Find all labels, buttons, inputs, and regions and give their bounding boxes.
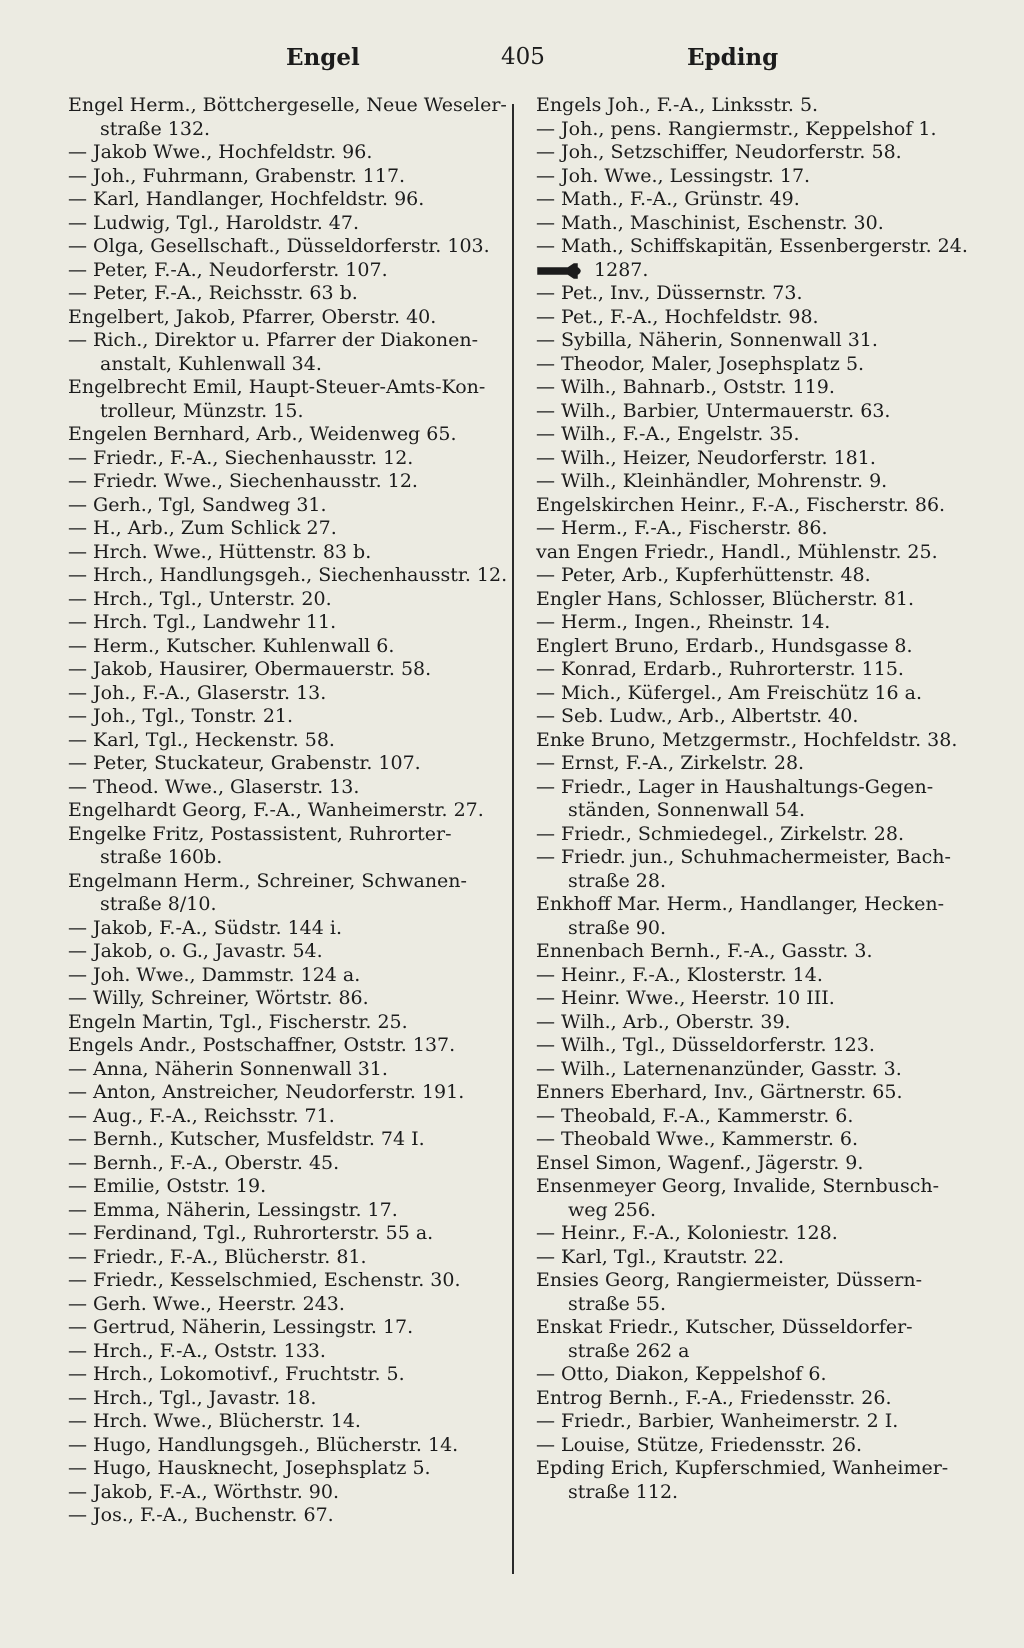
directory-entry [68, 564, 508, 588]
directory-entry [536, 987, 976, 1011]
entry-line: — Peter, F.-A., Neudorferstr. 107. [68, 258, 388, 281]
entry-line: — Math., Schiffskapitän, Essenbergerstr. 24. [536, 235, 968, 257]
directory-entry [536, 1457, 976, 1504]
directory-entry [68, 705, 508, 729]
directory-entry [536, 235, 976, 259]
directory-entry [68, 470, 508, 494]
entry-line: — Hugo, Hausknecht, Josephsplatz 5. [68, 1457, 431, 1479]
directory-entry [68, 823, 508, 870]
directory-entry [68, 1363, 508, 1387]
entry-line: — Gerh. Wwe., Heerstr. 243. [68, 1292, 345, 1315]
directory-entry [68, 1152, 508, 1176]
entry-line: — Joh., Fuhrmann, Grabenstr. 117. [68, 164, 406, 187]
entry-line: — Karl, Tgl., Heckenstr. 58. [68, 728, 335, 751]
entry-line: — Jakob, Hausirer, Obermauerstr. 58. [68, 658, 432, 680]
entry-line: — Theodor, Maler, Josephsplatz 5. [536, 352, 865, 375]
entry-continuation: straße 8/10. [100, 893, 217, 915]
phone-number: 1287. [588, 258, 649, 281]
directory-entry [536, 282, 976, 306]
entry-line: — Louise, Stütze, Friedensstr. 26. [536, 1433, 862, 1456]
entry-line: — Gertrud, Näherin, Lessingstr. 17. [68, 1316, 414, 1338]
entry-line: — Emma, Näherin, Lessingstr. 17. [68, 1198, 398, 1221]
directory-entry [68, 658, 508, 682]
entry-line: — Herm., Kutscher. Kuhlenwall 6. [68, 634, 395, 657]
directory-entry [536, 635, 976, 659]
entry-line: — Joh., Tgl., Tonstr. 21. [68, 705, 294, 727]
left-column [68, 94, 508, 1528]
entry-line: — Peter, Stuckateur, Grabenstr. 107. [68, 752, 421, 774]
directory-entry [68, 1081, 508, 1105]
directory-entry [536, 776, 976, 823]
entry-line: — Jakob, o. G., Javastr. 54. [68, 940, 323, 962]
directory-entry [536, 517, 976, 541]
directory-entry [536, 1034, 976, 1058]
directory-entry [68, 1128, 508, 1152]
directory-entry [536, 588, 976, 612]
entry-line: — Theobald, F.-A., Kammerstr. 6. [536, 1104, 854, 1127]
directory-entry [536, 1128, 976, 1152]
directory-entry [68, 940, 508, 964]
entry-continuation: anstalt, Kuhlenwall 34. [100, 352, 322, 375]
entry-line: — Pet., Inv., Düssernstr. 73. [536, 282, 803, 304]
entry-line: — Jakob Wwe., Hochfeldstr. 96. [68, 141, 373, 163]
directory-entry [68, 212, 508, 236]
telephone-icon [536, 262, 588, 280]
entry-line: — Friedr. Wwe., Siechenhausstr. 12. [68, 470, 418, 492]
directory-entry [536, 212, 976, 236]
directory-entry [68, 1011, 508, 1035]
directory-entry [536, 1152, 976, 1176]
directory-entry [68, 165, 508, 189]
directory-entry [536, 940, 976, 964]
entry-line: Engels Andr., Postschaffner, Oststr. 137. [68, 1034, 456, 1056]
entry-line: — Friedr., F.-A., Blücherstr. 81. [68, 1245, 367, 1268]
entry-continuation: straße 28. [568, 869, 666, 892]
entry-continuation: straße 55. [568, 1292, 666, 1315]
entry-line: — Wilh., Tgl., Düsseldorferstr. 123. [536, 1034, 875, 1056]
entry-line: — Friedr., F.-A., Siechenhausstr. 12. [68, 446, 414, 469]
directory-entry [68, 235, 508, 259]
entry-line: Engelhardt Georg, F.-A., Wanheimerstr. 27. [68, 799, 484, 821]
entry-line: — Theobald Wwe., Kammerstr. 6. [536, 1128, 859, 1150]
directory-entry [536, 1387, 976, 1411]
entry-line: Enkhoff Mar. Herm., Handlanger, Hecken- [536, 893, 945, 915]
entry-line: — Joh., pens. Rangiermstr., Keppelshof 1. [536, 117, 937, 140]
directory-entry [68, 1340, 508, 1364]
entry-line: — Otto, Diakon, Keppelshof 6. [536, 1363, 827, 1385]
directory-entry [68, 259, 508, 283]
directory-entry [68, 541, 508, 565]
entry-line: — Math., Maschinist, Eschenstr. 30. [536, 211, 884, 234]
entry-line: — Ludwig, Tgl., Haroldstr. 47. [68, 211, 360, 234]
directory-entry [536, 353, 976, 377]
directory-entry [68, 517, 508, 541]
page-header [60, 44, 982, 84]
entry-line: — Willy, Schreiner, Wörtstr. 86. [68, 987, 369, 1009]
entry-line: — Heinr., F.-A., Koloniestr. 128. [536, 1222, 838, 1244]
entry-line: — Pet., F.-A., Hochfeldstr. 98. [536, 305, 819, 328]
directory-entry [68, 1058, 508, 1082]
entry-line: Ennenbach Bernh., F.-A., Gasstr. 3. [536, 940, 873, 962]
column-divider [512, 104, 514, 1574]
directory-entry [68, 987, 508, 1011]
entry-line: — Karl, Handlanger, Hochfeldstr. 96. [68, 188, 425, 210]
directory-entry [536, 823, 976, 847]
entry-line: — Friedr., Barbier, Wanheimerstr. 2 I. [536, 1410, 899, 1432]
directory-entry [68, 1457, 508, 1481]
directory-entry [536, 682, 976, 706]
entry-line: — Herm., Ingen., Rheinstr. 14. [536, 611, 831, 633]
directory-entry [68, 1246, 508, 1270]
directory-entry [68, 1316, 508, 1340]
directory-entry [536, 1434, 976, 1458]
entry-line: — Anton, Anstreicher, Neudorferstr. 191. [68, 1081, 465, 1103]
entry-line: — Jos., F.-A., Buchenstr. 67. [68, 1504, 334, 1526]
directory-entry [68, 635, 508, 659]
directory-entry [536, 423, 976, 447]
entry-line: — Ernst, F.-A., Zirkelstr. 28. [536, 752, 805, 774]
directory-entry [536, 1410, 976, 1434]
directory-entry [536, 705, 976, 729]
entry-line: Engelskirchen Heinr., F.-A., Fischerstr. 86. [536, 493, 946, 516]
entry-line: Epding Erich, Kupferschmied, Wanheimer- [536, 1457, 949, 1479]
entry-continuation: straße 112. [568, 1480, 679, 1503]
entry-line: — Herm., F.-A., Fischerstr. 86. [536, 517, 828, 539]
entry-line: — H., Arb., Zum Schlick 27. [68, 517, 337, 539]
entry-line: — Rich., Direktor u. Pfarrer der Diakonen- [68, 329, 479, 351]
header-left-keyword: Engel [286, 44, 360, 71]
entry-line: — Wilh., Arb., Oberstr. 39. [536, 1010, 791, 1033]
entry-line: — Hugo, Handlungsgeh., Blücherstr. 14. [68, 1433, 459, 1456]
directory-entry [536, 329, 976, 353]
entry-line: — Peter, F.-A., Reichsstr. 63 b. [68, 282, 358, 304]
entry-line: — Hrch. Wwe., Blücherstr. 14. [68, 1410, 361, 1432]
entry-line: — Friedr., Kesselschmied, Eschenstr. 30. [68, 1269, 461, 1291]
entry-line: — Bernh., F.-A., Oberstr. 45. [68, 1151, 340, 1174]
directory-entry [536, 611, 976, 635]
directory-entry [536, 893, 976, 940]
entry-line: — Heinr., F.-A., Klosterstr. 14. [536, 963, 823, 986]
entry-line: — Wilh., Barbier, Untermauerstr. 63. [536, 399, 891, 422]
entry-line: Ensenmeyer Georg, Invalide, Sternbusch- [536, 1175, 939, 1197]
directory-entry [68, 870, 508, 917]
directory-entry [68, 1034, 508, 1058]
entry-line: Ensel Simon, Wagenf., Jägerstr. 9. [536, 1151, 864, 1174]
entry-line: — Aug., F.-A., Reichsstr. 71. [68, 1104, 335, 1127]
directory-entry [68, 964, 508, 988]
directory-entry [68, 1269, 508, 1293]
entry-line: — Friedr., Schmiedegel., Zirkelstr. 28. [536, 822, 905, 845]
directory-entry [536, 1222, 976, 1246]
directory-entry [68, 799, 508, 823]
entry-line: — Hrch. Wwe., Hüttenstr. 83 b. [68, 540, 372, 563]
directory-entry [536, 94, 976, 118]
entry-line: — Joh., Setzschiffer, Neudorferstr. 58. [536, 141, 902, 163]
directory-entry [536, 1081, 976, 1105]
entry-line: — Wilh., Bahnarb., Oststr. 119. [536, 376, 835, 398]
entry-line: — Friedr. jun., Schuhmachermeister, Bach- [536, 846, 951, 868]
entry-line: — Mich., Küfergel., Am Freischütz 16 a. [536, 681, 923, 704]
right-column [536, 94, 976, 1504]
directory-entry [536, 165, 976, 189]
directory-entry [536, 1175, 976, 1222]
directory-entry [68, 282, 508, 306]
directory-entry [68, 1410, 508, 1434]
entry-line: — Emilie, Oststr. 19. [68, 1175, 267, 1197]
directory-entry [536, 400, 976, 424]
entry-continuation: ständen, Sonnenwall 54. [568, 799, 806, 821]
entry-line: Engels Joh., F.-A., Linksstr. 5. [536, 94, 819, 116]
directory-entry [68, 1434, 508, 1458]
entry-line: — Hrch., Handlungsgeh., Siechenhausstr. 12. [68, 564, 508, 586]
entry-line: — Friedr., Lager in Haushaltungs-Gegen- [536, 775, 934, 798]
entry-line [568, 259, 976, 283]
directory-entry [536, 1316, 976, 1363]
directory-entry [536, 118, 976, 142]
directory-entry [536, 259, 976, 283]
directory-entry [536, 376, 976, 400]
directory-entry [68, 752, 508, 776]
entry-line: — Joh. Wwe., Lessingstr. 17. [536, 164, 811, 187]
directory-entry [68, 1504, 508, 1528]
directory-entry [536, 306, 976, 330]
entry-line: Ensies Georg, Rangiermeister, Düssern- [536, 1269, 923, 1291]
directory-entry [68, 588, 508, 612]
entry-line: — Peter, Arb., Kupferhüttenstr. 48. [536, 564, 871, 586]
entry-line: Engelbrecht Emil, Haupt-Steuer-Amts-Kon- [68, 376, 486, 398]
directory-entry [536, 1269, 976, 1316]
entry-line: Enners Eberhard, Inv., Gärtnerstr. 65. [536, 1081, 903, 1103]
entry-continuation: straße 132. [100, 117, 211, 140]
directory-entry [68, 188, 508, 212]
entry-continuation: straße 90. [568, 916, 666, 939]
directory-entry [536, 447, 976, 471]
directory-entry [68, 141, 508, 165]
directory-entry [536, 564, 976, 588]
directory-entry [68, 447, 508, 471]
entry-line: Engelke Fritz, Postassistent, Ruhrorter- [68, 822, 452, 845]
entry-line: Engeln Martin, Tgl., Fischerstr. 25. [68, 1010, 408, 1033]
directory-entry [536, 188, 976, 212]
entry-line: van Engen Friedr., Handl., Mühlenstr. 25. [536, 540, 938, 563]
entry-line: — Wilh., Laternenanzünder, Gasstr. 3. [536, 1057, 902, 1080]
entry-line: — Seb. Ludw., Arb., Albertstr. 40. [536, 705, 859, 727]
entry-line: — Joh., F.-A., Glaserstr. 13. [68, 681, 327, 704]
directory-entry [536, 964, 976, 988]
entry-line: — Theod. Wwe., Glaserstr. 13. [68, 775, 360, 798]
entry-line: Engelen Bernhard, Arb., Weidenweg 65. [68, 423, 457, 445]
entry-continuation: straße 262 a [568, 1339, 690, 1362]
directory-entry [68, 611, 508, 635]
entry-line: Engelbert, Jakob, Pfarrer, Oberstr. 40. [68, 305, 437, 328]
directory-entry [68, 776, 508, 800]
directory-entry [68, 1175, 508, 1199]
directory-entry [68, 1222, 508, 1246]
entry-line: Enskat Friedr., Kutscher, Düsseldorfer- [536, 1316, 913, 1338]
entry-line: — Jakob, F.-A., Wörthstr. 90. [68, 1480, 340, 1503]
header-right-keyword: Epding [687, 44, 779, 71]
directory-entry [68, 1481, 508, 1505]
entry-line: — Wilh., F.-A., Engelstr. 35. [536, 423, 800, 445]
entry-line: — Joh. Wwe., Dammstr. 124 a. [68, 963, 361, 986]
entry-line: — Hrch., Tgl., Javastr. 18. [68, 1386, 317, 1409]
entry-line: — Hrch. Tgl., Landwehr 11. [68, 611, 337, 633]
entry-line: — Sybilla, Näherin, Sonnenwall 31. [536, 329, 878, 351]
directory-entry [536, 494, 976, 518]
directory-entry [536, 658, 976, 682]
page-number: 405 [501, 44, 545, 70]
entry-line: Enke Bruno, Metzgermstr., Hochfeldstr. 38. [536, 728, 958, 751]
entry-line: — Math., F.-A., Grünstr. 49. [536, 188, 800, 210]
directory-entry [68, 329, 508, 376]
directory-entry [536, 1246, 976, 1270]
directory-entry [536, 1105, 976, 1129]
entry-line: — Ferdinand, Tgl., Ruhrorterstr. 55 a. [68, 1222, 434, 1244]
directory-entry [68, 682, 508, 706]
directory-entry [68, 94, 508, 141]
entry-continuation: weg 256. [568, 1198, 657, 1221]
entry-line: — Wilh., Heizer, Neudorferstr. 181. [536, 446, 876, 469]
entry-line: — Jakob, F.-A., Südstr. 144 i. [68, 916, 342, 939]
directory-entry [536, 752, 976, 776]
entry-line: — Hrch., Lokomotivf., Fruchtstr. 5. [68, 1363, 405, 1385]
entry-line: — Bernh., Kutscher, Musfeldstr. 74 I. [68, 1128, 425, 1150]
directory-entry [536, 729, 976, 753]
directory-entry [536, 470, 976, 494]
directory-entry [68, 917, 508, 941]
directory-entry [68, 1387, 508, 1411]
directory-entry [536, 1011, 976, 1035]
entry-line: Engelmann Herm., Schreiner, Schwanen- [68, 869, 467, 892]
entry-line: — Gerh., Tgl, Sandweg 31. [68, 493, 327, 516]
directory-entry [68, 376, 508, 423]
entry-line: Engler Hans, Schlosser, Blücherstr. 81. [536, 587, 915, 610]
entry-line: Engel Herm., Böttchergeselle, Neue Weseler- [68, 94, 507, 116]
entry-line: Entrog Bernh., F.-A., Friedensstr. 26. [536, 1386, 892, 1409]
directory-entry [68, 1293, 508, 1317]
entry-line: — Heinr. Wwe., Heerstr. 10 III. [536, 987, 835, 1009]
entry-line: — Olga, Gesellschaft., Düsseldorferstr. 103. [68, 235, 490, 257]
entry-line: — Karl, Tgl., Krautstr. 22. [536, 1245, 784, 1268]
directory-entry [536, 541, 976, 565]
directory-entry [536, 141, 976, 165]
entry-line: — Hrch., F.-A., Oststr. 133. [68, 1339, 326, 1362]
directory-entry [68, 494, 508, 518]
entry-line: — Konrad, Erdarb., Ruhrorterstr. 115. [536, 658, 904, 680]
entry-line: Englert Bruno, Erdarb., Hundsgasse 8. [536, 634, 913, 657]
directory-entry [68, 1199, 508, 1223]
directory-entry [536, 1058, 976, 1082]
entry-continuation: trolleur, Münzstr. 15. [100, 399, 304, 422]
directory-entry [68, 729, 508, 753]
directory-entry [68, 1105, 508, 1129]
directory-entry [68, 306, 508, 330]
entry-line: — Anna, Näherin Sonnenwall 31. [68, 1057, 388, 1080]
entry-continuation: straße 160b. [100, 846, 223, 868]
entry-line: — Hrch., Tgl., Unterstr. 20. [68, 587, 332, 610]
directory-entry [68, 423, 508, 447]
directory-entry [536, 1363, 976, 1387]
entry-line: — Wilh., Kleinhändler, Mohrenstr. 9. [536, 470, 888, 492]
directory-entry [536, 846, 976, 893]
